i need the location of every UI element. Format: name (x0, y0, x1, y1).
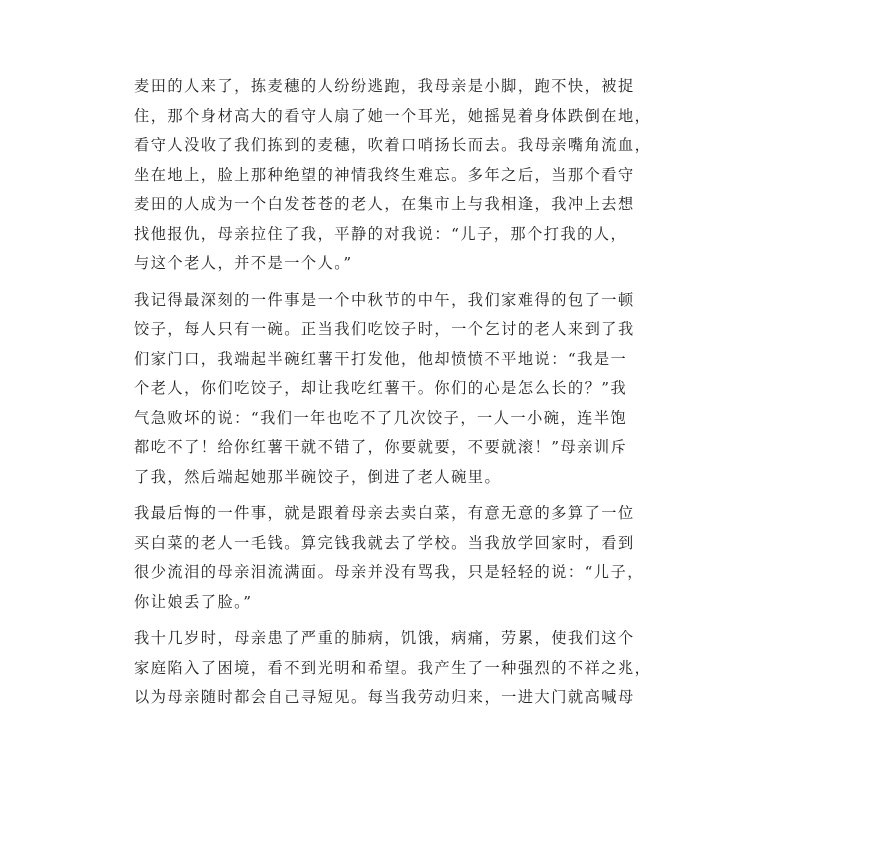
text-line: 气急败坏的说：“我们一年也吃不了几次饺子，一人一小碗，连半饱 (134, 408, 628, 427)
text-line: 麦田的人来了，拣麦穗的人纷纷逃跑，我母亲是小脚，跑不快，被捉 (134, 77, 635, 95)
text-line: 都吃不了！给你红薯干就不错了，你要就要，不要就滚！”母亲训斥 (134, 438, 628, 456)
text-line: 很少流泪的母亲泪流满面。母亲并没有骂我，只是轻轻的说：“儿子， (134, 563, 644, 581)
text-line: 看守人没收了我们拣到的麦穗，吹着口哨扬长而去。我母亲嘴角流血， (134, 136, 652, 154)
text-line: 家庭陷入了困境，看不到光明和希望。我产生了一种强烈的不祥之兆， (134, 658, 652, 677)
text-line: 买白菜的老人一毛钱。算完钱我就去了学校。当我放学回家时，看到 (134, 533, 635, 552)
text-line: 我最后悔的一件事，就是跟着母亲去卖白菜，有意无意的多算了一位 (134, 504, 635, 522)
text-line: 饺子，每人只有一碗。正当我们吃饺子时，一个乞讨的老人来到了我 (134, 320, 635, 338)
text-line: 找他报仇，母亲拉住了我，平静的对我说：“儿子，那个打我的人， (134, 224, 628, 243)
text-line: 了我，然后端起她那半碗饺子，倒进了老人碗里。 (134, 467, 502, 486)
paragraph-3 (134, 499, 740, 617)
text-line: 你让娘丢了脸。” (134, 592, 253, 611)
text-line: 坐在地上，脸上那种绝望的神情我终生难忘。多年之后，当那个看守 (134, 165, 635, 184)
text-line: 麦田的人成为一个白发苍苍的老人，在集市上与我相逢，我冲上去想 (134, 195, 635, 213)
text-line: 我十几岁时，母亲患了严重的肺病，饥饿，病痛，劳累，使我们这个 (134, 629, 635, 647)
text-line: 个老人，你们吃饺子，却让我吃红薯干。你们的心是怎么长的？”我 (134, 379, 628, 397)
text-line: 以为母亲随时都会自己寻短见。每当我劳动归来，一进大门就高喊母 (134, 688, 635, 706)
paragraph-1 (134, 72, 740, 279)
text-line: 与这个老人，并不是一个人。” (134, 254, 353, 272)
paragraph-4 (134, 624, 740, 713)
document-body (134, 72, 740, 720)
text-line: 们家门口，我端起半碗红薯干打发他，他却愤愤不平地说：“我是一 (134, 349, 628, 368)
text-line: 住，那个身材高大的看守人扇了她一个耳光，她摇晃着身体跌倒在地， (134, 106, 652, 125)
text-line: 我记得最深刻的一件事是一个中秋节的中午，我们家难得的包了一顿 (134, 290, 635, 309)
paragraph-2 (134, 286, 740, 493)
